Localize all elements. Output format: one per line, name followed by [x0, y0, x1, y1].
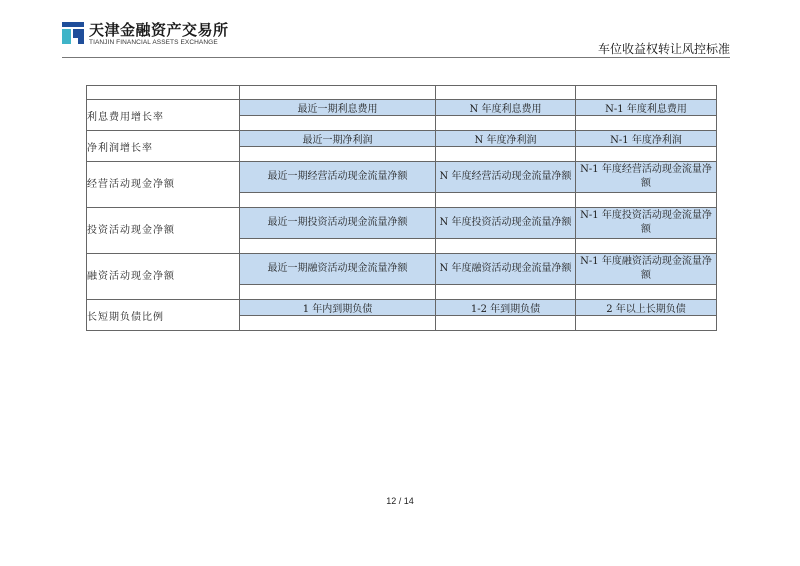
metric-label: 投资活动现金净额 — [87, 208, 240, 254]
column-header: N 年度融资活动现金流量净额 — [436, 254, 576, 285]
column-header: 最近一期利息费用 — [240, 100, 436, 116]
value-cell — [436, 285, 576, 300]
column-header: N 年度投资活动现金流量净额 — [436, 208, 576, 239]
metric-label: 利息费用增长率 — [87, 100, 240, 131]
column-header: N-1 年度融资活动现金流量净额 — [576, 254, 717, 285]
column-header: N 年度经营活动现金流量净额 — [436, 162, 576, 193]
value-cell — [576, 147, 717, 162]
empty-cell — [240, 86, 436, 100]
value-cell — [436, 316, 576, 331]
value-cell — [240, 147, 436, 162]
logo-chinese-name: 天津金融资产交易所 — [89, 21, 229, 39]
value-cell — [576, 239, 717, 254]
value-cell — [436, 193, 576, 208]
value-cell — [576, 285, 717, 300]
value-cell — [240, 193, 436, 208]
value-cell — [436, 116, 576, 131]
metric-label: 融资活动现金净额 — [87, 254, 240, 300]
column-header: 最近一期融资活动现金流量净额 — [240, 254, 436, 285]
column-header: N 年度利息费用 — [436, 100, 576, 116]
empty-cell — [576, 86, 717, 100]
column-header: 1 年内到期负债 — [240, 300, 436, 316]
metric-label: 净利润增长率 — [87, 131, 240, 162]
column-header: 最近一期投资活动现金流量净额 — [240, 208, 436, 239]
page-number: 12 / 14 — [386, 496, 414, 506]
value-cell — [436, 239, 576, 254]
table-row — [87, 300, 717, 316]
risk-metrics-table — [86, 85, 717, 331]
value-cell — [240, 285, 436, 300]
value-cell — [436, 147, 576, 162]
metric-label: 经营活动现金净额 — [87, 162, 240, 208]
column-header: N-1 年度经营活动现金流量净额 — [576, 162, 717, 193]
table-row — [87, 100, 717, 116]
table-row — [87, 131, 717, 147]
column-header: 最近一期经营活动现金流量净额 — [240, 162, 436, 193]
empty-cell — [87, 86, 240, 100]
metric-label: 长短期负债比例 — [87, 300, 240, 331]
table-row-top — [87, 86, 717, 100]
page-header — [0, 0, 800, 60]
column-header: N-1 年度投资活动现金流量净额 — [576, 208, 717, 239]
document-title: 车位收益权转让风控标准 — [597, 42, 730, 56]
table-row — [87, 162, 717, 193]
header-divider — [62, 57, 730, 58]
value-cell — [240, 239, 436, 254]
logo — [62, 22, 229, 47]
column-header: N-1 年度利息费用 — [576, 100, 717, 116]
table-row — [87, 208, 717, 239]
column-header: 1-2 年到期负债 — [436, 300, 576, 316]
value-cell — [576, 193, 717, 208]
column-header: 最近一期净利润 — [240, 131, 436, 147]
column-header: N 年度净利润 — [436, 131, 576, 147]
table-row — [87, 254, 717, 285]
value-cell — [240, 316, 436, 331]
logo-english-name: TIANJIN FINANCIAL ASSETS EXCHANGE — [89, 39, 218, 46]
column-header: N-1 年度净利润 — [576, 131, 717, 147]
tjfae-logo-icon — [62, 22, 84, 44]
value-cell — [576, 316, 717, 331]
value-cell — [240, 116, 436, 131]
value-cell — [576, 116, 717, 131]
empty-cell — [436, 86, 576, 100]
column-header: 2 年以上长期负债 — [576, 300, 717, 316]
